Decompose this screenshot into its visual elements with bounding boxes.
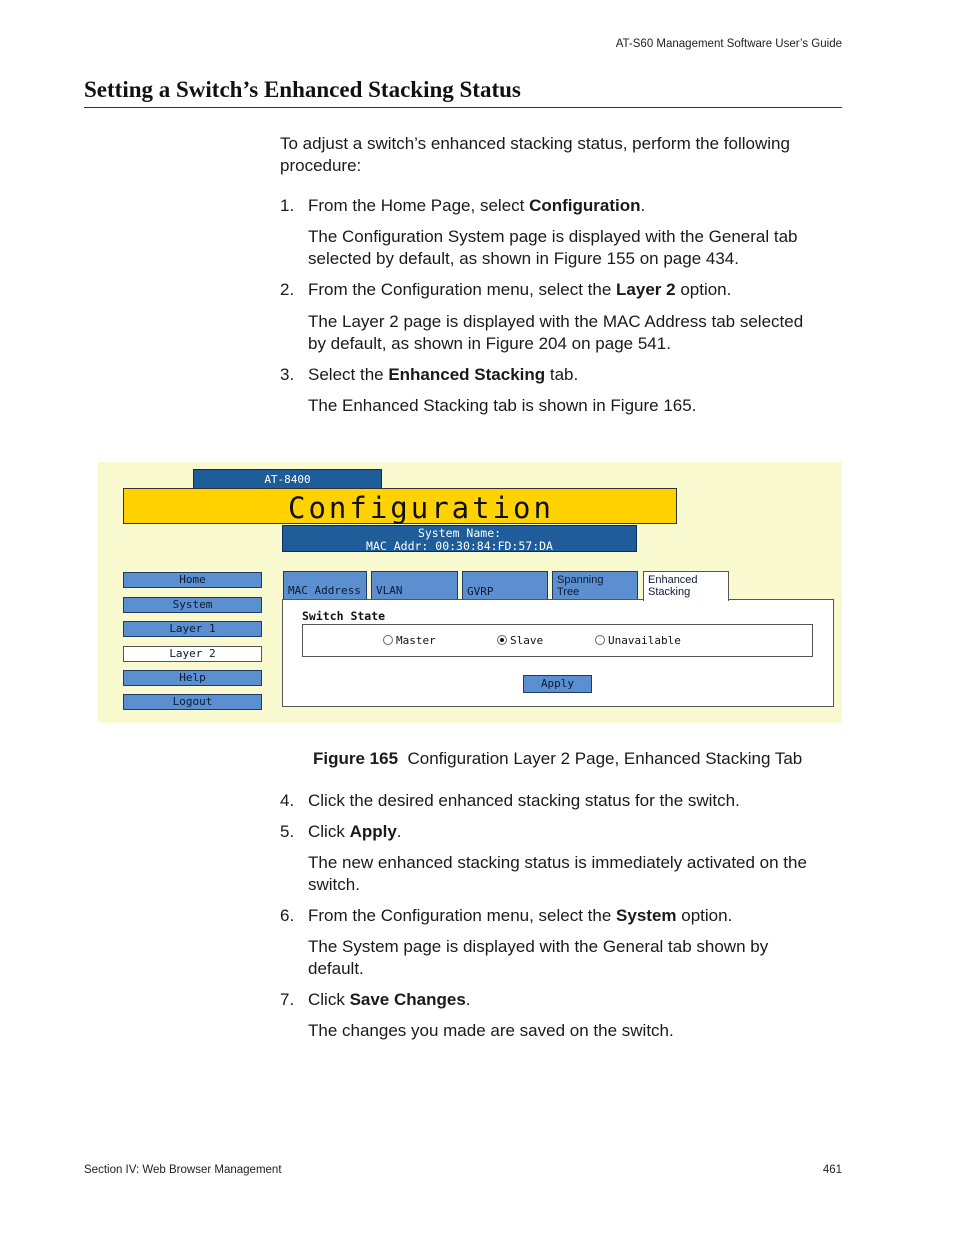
step-keyword: System xyxy=(616,906,677,925)
nav-help-button[interactable]: Help xyxy=(123,670,262,686)
tab-label-line: Stacking xyxy=(648,586,691,598)
step-text: From the Configuration menu, select the xyxy=(308,280,617,299)
tab-label-line: Spanning xyxy=(557,574,604,586)
step-number: 4. xyxy=(280,791,295,810)
step-text: Click xyxy=(308,990,350,1009)
step-text: Select the xyxy=(308,365,389,384)
tab-spanning-tree[interactable] xyxy=(552,571,638,600)
radio-slave[interactable] xyxy=(497,634,543,647)
switch-state-label: Switch State xyxy=(302,609,386,623)
tab-mac-address[interactable]: MAC Address xyxy=(283,571,367,600)
nav-logout-button[interactable]: Logout xyxy=(123,694,262,710)
step-text-end: . xyxy=(640,196,646,215)
tab-enhanced-stacking[interactable] xyxy=(643,571,729,601)
apply-button[interactable]: Apply xyxy=(523,675,592,693)
step-text: Click xyxy=(308,822,350,841)
step-text-end: tab. xyxy=(545,365,579,384)
step-text: From the Configuration menu, select the xyxy=(308,906,617,925)
step-keyword: Layer 2 xyxy=(616,280,676,299)
tab-label-line: Tree xyxy=(557,586,580,598)
radio-unavailable[interactable] xyxy=(595,634,681,647)
radio-label: Slave xyxy=(510,634,544,647)
step-text-end: . xyxy=(396,822,402,841)
nav-home-button[interactable]: Home xyxy=(123,572,262,588)
model-label: AT-8400 xyxy=(193,469,382,490)
radio-label: Unavailable xyxy=(608,634,681,647)
step-keyword: Enhanced Stacking xyxy=(388,365,546,384)
radio-selected-icon[interactable] xyxy=(497,635,507,645)
figure-caption-text: Configuration Layer 2 Page, Enhanced Stacking Tab xyxy=(407,749,803,768)
step-number: 5. xyxy=(280,822,295,841)
switch-state-radio-group xyxy=(302,624,813,657)
step-text-end: . xyxy=(465,990,471,1009)
step-number: 6. xyxy=(280,906,295,925)
step-1-note: The Configuration System page is displayed with the General tab selected by default, as shown in Figure 155 on page 434. xyxy=(308,227,798,268)
system-info-box xyxy=(282,525,637,552)
tab-gvrp[interactable]: GVRP xyxy=(462,571,548,600)
radio-circle-icon[interactable] xyxy=(595,635,605,645)
intro-paragraph: To adjust a switch’s enhanced stacking status, perform the following procedure: xyxy=(280,134,790,175)
step-2-note: The Layer 2 page is displayed with the MAC Address tab selected by default, as shown in Figure 204 on page 541. xyxy=(308,312,804,353)
step-keyword: Save Changes xyxy=(349,990,466,1009)
step-5-note: The new enhanced stacking status is immediately activated on the switch. xyxy=(308,853,807,894)
step-text-end: option. xyxy=(676,906,733,925)
page-number: 461 xyxy=(822,1164,842,1176)
running-header: AT-S60 Management Software User’s Guide xyxy=(615,38,842,50)
tab-label-line: Enhanced xyxy=(648,574,698,586)
nav-layer1-button[interactable]: Layer 1 xyxy=(123,621,262,637)
footer-section: Section IV: Web Browser Management xyxy=(84,1164,282,1176)
step-7-note: The changes you made are saved on the switch. xyxy=(308,1021,674,1040)
mac-address-label: MAC Addr: 00:30:84:FD:57:DA xyxy=(366,539,553,553)
step-text-end: option. xyxy=(675,280,732,299)
section-heading: Setting a Switch’s Enhanced Stacking Status xyxy=(84,77,842,108)
step-keyword: Apply xyxy=(349,822,397,841)
step-number: 7. xyxy=(280,990,295,1009)
figure-number: Figure 165 xyxy=(313,749,399,768)
radio-label: Master xyxy=(396,634,436,647)
radio-circle-icon[interactable] xyxy=(383,635,393,645)
step-number: 3. xyxy=(280,365,295,384)
step-6-note: The System page is displayed with the General tab shown by default. xyxy=(308,937,769,978)
nav-system-button[interactable]: System xyxy=(123,597,262,613)
radio-master[interactable] xyxy=(383,634,436,647)
step-number: 1. xyxy=(280,196,295,215)
system-name-label: System Name: xyxy=(417,526,502,540)
step-text: Click the desired enhanced stacking status for the switch. xyxy=(308,791,740,810)
tab-vlan[interactable]: VLAN xyxy=(371,571,458,600)
step-number: 2. xyxy=(280,280,295,299)
banner-title: Configuration xyxy=(288,491,554,525)
nav-layer2-button[interactable]: Layer 2 xyxy=(123,646,262,662)
step-3-note: The Enhanced Stacking tab is shown in Figure 165. xyxy=(308,396,697,415)
figure-caption xyxy=(313,749,802,769)
step-keyword: Configuration xyxy=(529,196,641,215)
step-text: From the Home Page, select xyxy=(308,196,530,215)
configuration-banner xyxy=(123,488,677,524)
